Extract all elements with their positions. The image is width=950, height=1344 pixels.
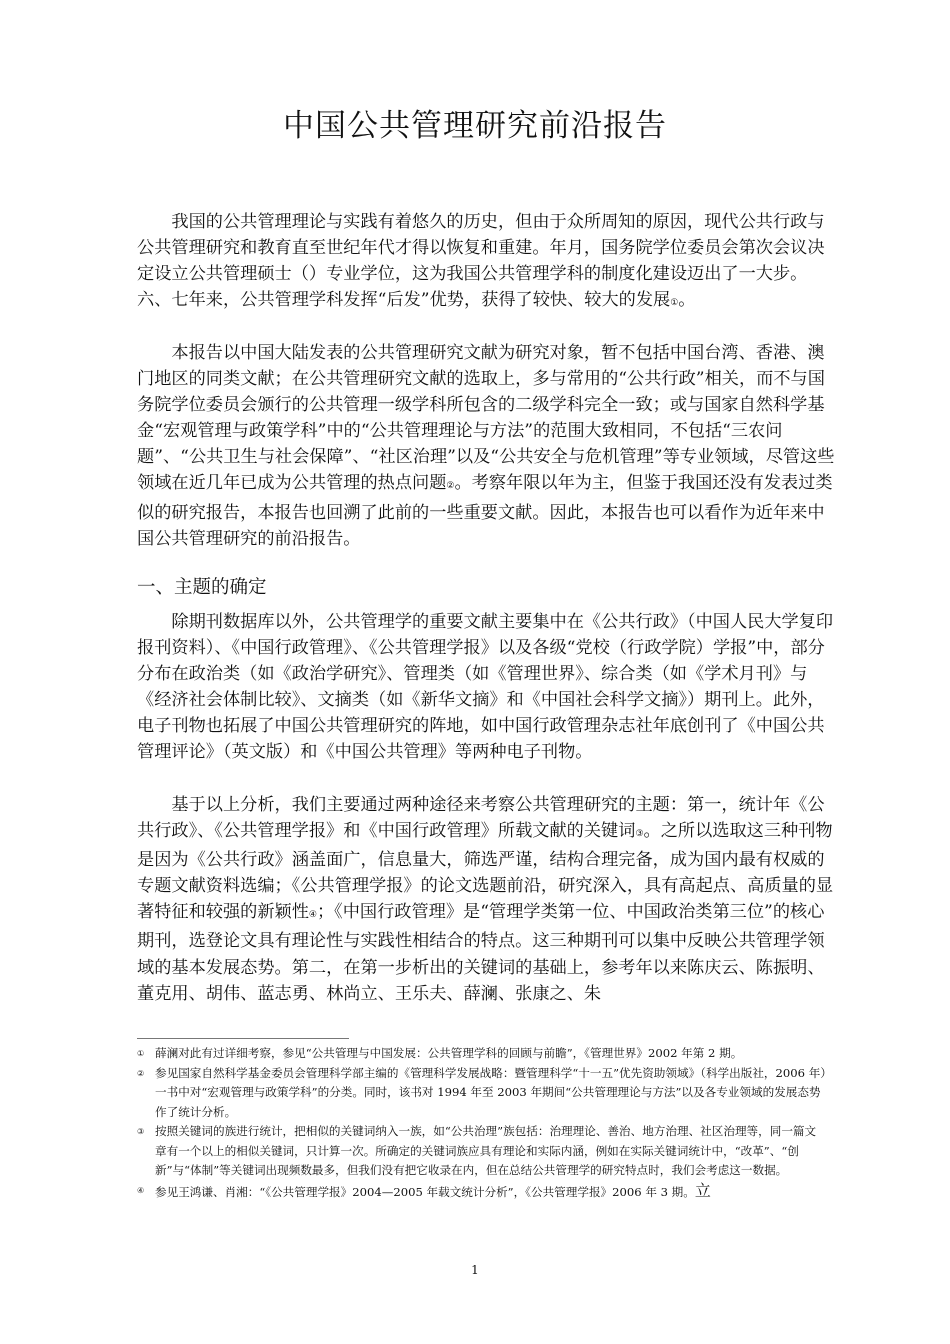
footnote-text-4: 参见王鸿谦、肖湘：“《公共管理学报》2004—2005 年载文统计分析”，《公共管理学报》2006 年 3 期。 [155,1184,695,1199]
footnotes [137,1044,827,1202]
footnote-mark-4: ④ [137,1185,145,1195]
footnote-mark-2: ② [137,1068,145,1078]
paragraph-4-text: 基于以上分析，我们主要通过两种途径来考察公共管理研究的主题：第一，统计年《公共行政》、《公共管理学报》和《中国行政管理》所载文献的关键词 [137,795,825,842]
footnote-tail: 立 [694,1180,711,1200]
footnote-ref-2: ② [446,481,455,492]
paragraph-4 [137,792,837,1007]
paragraph-1-text: 我国的公共管理理论与实践有着悠久的历史，但由于众所周知的原因，现代公共行政与公共管理研究和教育直至世纪年代才得以恢复和重建。年月，国务院学位委员会第次会议决定设立公共管理硕士（）专业学位，这为我国公共管理学科的制度化建设迈出了一大步。六、七年来，公共管理学科发挥“后发”优势，获得了较快、较大的发展 [137,212,825,311]
footnote-2 [137,1064,827,1123]
footnote-text-2: 参见国家自然科学基金委员会管理科学部主编的《管理科学发展战略：暨管理科学“十一五”优先资助领域》（科学出版社，2006 年）一书中对“宏观管理与政策学科”的分类。同时，该书对 1994 年至 2003 年期间“公共管理理论与方法”以及各专业领域的发展态势作了统计分析。 [155,1065,827,1119]
section-heading: 一、主题的确定 [137,577,267,598]
footnote-text-3: 按照关键词的族进行统计，把相似的关键词纳入一族，如“公共治理”族包括：治理理论、善治、地方治理、社区治理等，同一篇文章有一个以上的相似关键词，只计算一次。所确定的关键词族应具有理论和实际内涵，例如在实际关键词统计中，“改革”、“创新”与“体制”等关键词出现频数最多，但我们没有把它收录在内，但在总结公共管理学的研究特点时，我们会考虑这一数据。 [155,1124,817,1177]
footnote-1 [137,1044,827,1064]
footnote-text-1: 薛澜对此有过详细考察，参见“公共管理与中国发展：公共管理学科的回顾与前瞻”，《管理世界》2002 年第 2 期。 [155,1046,743,1060]
footnote-ref-3: ③ [635,829,644,840]
footnote-3 [137,1122,827,1181]
paragraph-1: 我国的公共管理理论与实践有着悠久的历史，但由于众所周知的原因，现代公共行政与公共管理研究和教育直至世纪年代才得以恢复和重建。年月，国务院学位委员会第次会议决定设立公共管理硕士（）专业学位，这为我国公共管理学科的制度化建设迈出了一大步。六、七年来，公共管理学科发挥“后发”优势，获得了较快、较大的发展①。 [137,212,825,311]
footnote-4 [137,1181,827,1203]
document-title: 中国公共管理研究前沿报告 [283,108,667,144]
footnote-divider [137,1038,349,1039]
paragraph-4-continued: 。之所以选取这三种刊物是因为《公共行政》涵盖面广，信息量大，筛选严谨，结构合理完备，成为国内最有权威的专题文献资料选编；《公共管理学报》的论文选题前沿，研究深入，具有高起点、高质量的显著特征和较强的新颖性 [137,821,834,923]
paragraph-2-text: 本报告以中国大陆发表的公共管理研究文献为研究对象，暂不包括中国台湾、香港、澳门地区的同类文献；在公共管理研究文献的选取上，多与常用的“公共行政”相关，而不与国务院学位委员会颁行的公共管理一级学科所包含的二级学科完全一致；或与国家自然科学基金“宏观管理与政策学科”中的“公共管理理论与方法”的范围大致相同，不包括“三农问题”、“公共卫生与社会保障”、“社区治理”以及“公共安全与危机管理”等专业领域，尽管这些领域在近几年已成为公共管理的热点问题 [137,343,835,494]
footnote-mark-1: ① [137,1049,145,1058]
paragraph-3: 除期刊数据库以外，公共管理学的重要文献主要集中在《公共行政》（中国人民大学复印报刊资料）、《中国行政管理》、《公共管理学报》以及各级“党校（行政学院）学报”中，部分分布在政治类（如《政治学研究》、管理类（如《管理世界》、综合类（如《学术月刊》与《经济社会体制比较》、文摘类（如《新华文摘》和《中国社会科学文摘》）期刊上。此外，电子刊物也拓展了中国公共管理研究的阵地，如中国行政管理杂志社年底创刊了《中国公共管理评论》（英文版）和《中国公共管理》等两种电子刊物。 [137,612,834,763]
footnote-ref-1: ① [670,298,679,309]
paragraph-4-end: ；《中国行政管理》是“管理学类第一位、中国政治类第三位”的核心期刊，选登论文具有理论性与实践性相结合的特点。这三种期刊可以集中反映公共管理学领域的基本发展态势。第二，在第一步析出的关键词的基础上，参考年以来陈庆云、陈振明、董克用、胡伟、蓝志勇、林尚立、王乐夫、薛澜、张康之、朱 [137,902,825,1004]
paragraph-2 [137,340,837,552]
page-number: 1 [471,1263,479,1277]
footnote-ref-4: ④ [308,910,317,921]
paragraph-2-continued: 。考察年限以年为主，但鉴于我国还没有发表过类似的研究报告，本报告也回溯了此前的一些重要文献。因此，本报告也可以看作为近年来中国公共管理研究的前沿报告。 [137,473,833,549]
footnote-mark-3: ③ [137,1127,145,1136]
